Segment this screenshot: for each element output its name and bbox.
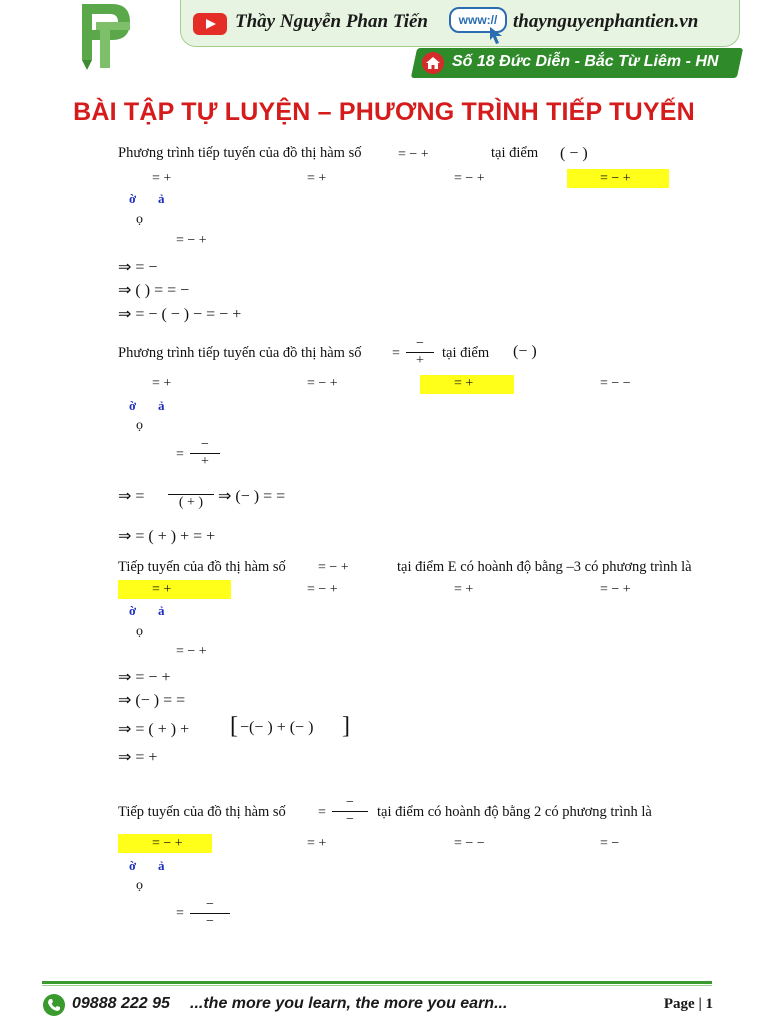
p4-choice-a: = − + xyxy=(152,836,183,851)
p2-func-fraction xyxy=(406,336,434,369)
p2-step2-b: ⇒ (− ) = = xyxy=(218,488,286,505)
p4-func-lhs: = xyxy=(318,805,326,820)
p4-choice-d: = − xyxy=(600,836,620,851)
p2-step2-a: ⇒ = xyxy=(118,488,145,505)
phone-icon xyxy=(42,993,66,1017)
p2-choice-d: = − − xyxy=(600,376,631,391)
p4-step1-den: − xyxy=(206,914,214,929)
p2-question: Phương trình tiếp tuyến của đồ thị hàm số xyxy=(118,345,362,361)
p4-func-fraction xyxy=(332,795,368,828)
close-bracket: ] xyxy=(342,713,350,739)
p2-step1-lhs: = xyxy=(176,447,184,462)
p3-step-3: ⇒ (− ) = = xyxy=(118,692,186,709)
p1-step-3: ⇒ ( ) = = − xyxy=(118,282,190,299)
footer-divider xyxy=(42,981,712,984)
p2-func-den: + xyxy=(416,353,424,368)
p2-step3: ⇒ = ( + ) + = + xyxy=(118,528,216,545)
p1-label-b: ả xyxy=(158,191,165,206)
p1-choice-b: = + xyxy=(307,171,327,186)
p4-choice-c: = − − xyxy=(454,836,485,851)
teacher-name: Thầy Nguyễn Phan Tiến xyxy=(235,11,428,32)
p3-label-c: ọ xyxy=(136,624,143,639)
p3-step-4-bracket: −(− ) + (− ) xyxy=(240,719,314,736)
p1-choice-a: = + xyxy=(152,171,172,186)
p3-answer-highlight xyxy=(118,580,231,599)
p2-step1-num: − xyxy=(201,437,209,452)
p2-choice-b: = − + xyxy=(307,376,338,391)
p3-label-a: ờ xyxy=(129,603,137,618)
address-text: Số 18 Đức Diễn - Bắc Từ Liêm - HN xyxy=(452,53,719,70)
p3-label-b: ả xyxy=(158,603,165,618)
page-number: Page | 1 xyxy=(663,996,713,1012)
footer-slogan: ...the more you learn, the more you earn... xyxy=(190,995,508,1012)
pt-logo xyxy=(60,0,142,72)
p2-choice-a: = + xyxy=(152,376,172,391)
p2-label-a: ờ xyxy=(129,398,137,413)
p2-func-num: − xyxy=(416,336,424,351)
p2-label-b: ả xyxy=(158,398,165,413)
p2-step1-fraction xyxy=(190,437,220,470)
p1-step-4: ⇒ = − ( − ) − = − + xyxy=(118,306,242,323)
top-banner xyxy=(180,0,740,47)
p3-choice-a: = + xyxy=(152,582,172,597)
cursor-icon xyxy=(488,26,504,44)
p2-step1-den: + xyxy=(201,454,209,469)
p3-choice-c: = + xyxy=(454,582,474,597)
footer-divider-thin xyxy=(42,985,712,986)
p4-rest: tại điểm có hoành độ bằng 2 có phương trình là xyxy=(377,804,652,820)
p3-step-2: ⇒ = − + xyxy=(118,669,171,686)
p1-label-a: ờ xyxy=(129,191,137,206)
p4-func-den: − xyxy=(346,812,354,827)
p3-choice-d: = − + xyxy=(600,582,631,597)
phone-number[interactable]: 09888 222 95 xyxy=(72,995,170,1012)
p4-label-b: ả xyxy=(158,858,165,873)
p2-choice-c: = + xyxy=(454,376,474,391)
p3-step-1: = − + xyxy=(176,644,207,659)
p2-label-c: ọ xyxy=(136,418,143,433)
p3-question: Tiếp tuyến của đồ thị hàm số xyxy=(118,559,286,575)
p2-step2-den: ( + ) xyxy=(178,495,204,510)
home-icon xyxy=(421,51,445,75)
p3-step-5: ⇒ = + xyxy=(118,749,158,766)
p4-label-c: ọ xyxy=(136,878,143,893)
p2-point: (− ) xyxy=(513,343,537,360)
p1-step-2: ⇒ = − xyxy=(118,259,158,276)
p1-choice-c: = − + xyxy=(454,171,485,186)
p1-at-point: tại điểm xyxy=(491,145,539,161)
document-title: BÀI TẬP TỰ LUYỆN – PHƯƠNG TRÌNH TIẾP TUYẾN xyxy=(73,98,695,126)
www-badge: www:// xyxy=(449,7,507,33)
p3-rest: tại điểm E có hoành độ bằng –3 có phương trình là xyxy=(397,559,692,575)
p4-label-a: ờ xyxy=(129,858,137,873)
p4-choice-b: = + xyxy=(307,836,327,851)
p1-point: ( − ) xyxy=(560,145,588,162)
youtube-icon xyxy=(193,13,227,35)
p4-question: Tiếp tuyến của đồ thị hàm số xyxy=(118,804,286,820)
p3-function: = − + xyxy=(318,560,349,575)
p2-func-lhs: = xyxy=(392,346,400,361)
p2-at-point: tại điểm xyxy=(442,345,490,361)
p4-func-num: − xyxy=(346,795,354,810)
p1-choice-d: = − + xyxy=(600,171,631,186)
p4-step1-fraction xyxy=(190,897,230,930)
p1-function: = − + xyxy=(398,147,429,162)
open-bracket: [ xyxy=(230,713,238,739)
p1-label-c: ọ xyxy=(136,212,143,227)
p2-step2-fraction xyxy=(168,484,214,511)
p3-choice-b: = − + xyxy=(307,582,338,597)
p4-step1-lhs: = xyxy=(176,906,184,921)
p4-step1-num: − xyxy=(206,897,214,912)
p1-step-1: = − + xyxy=(176,233,207,248)
website-link[interactable]: thaynguyenphantien.vn xyxy=(513,11,699,32)
p3-step-4: ⇒ = ( + ) + xyxy=(118,721,190,738)
p1-question: Phương trình tiếp tuyến của đồ thị hàm số xyxy=(118,145,362,161)
